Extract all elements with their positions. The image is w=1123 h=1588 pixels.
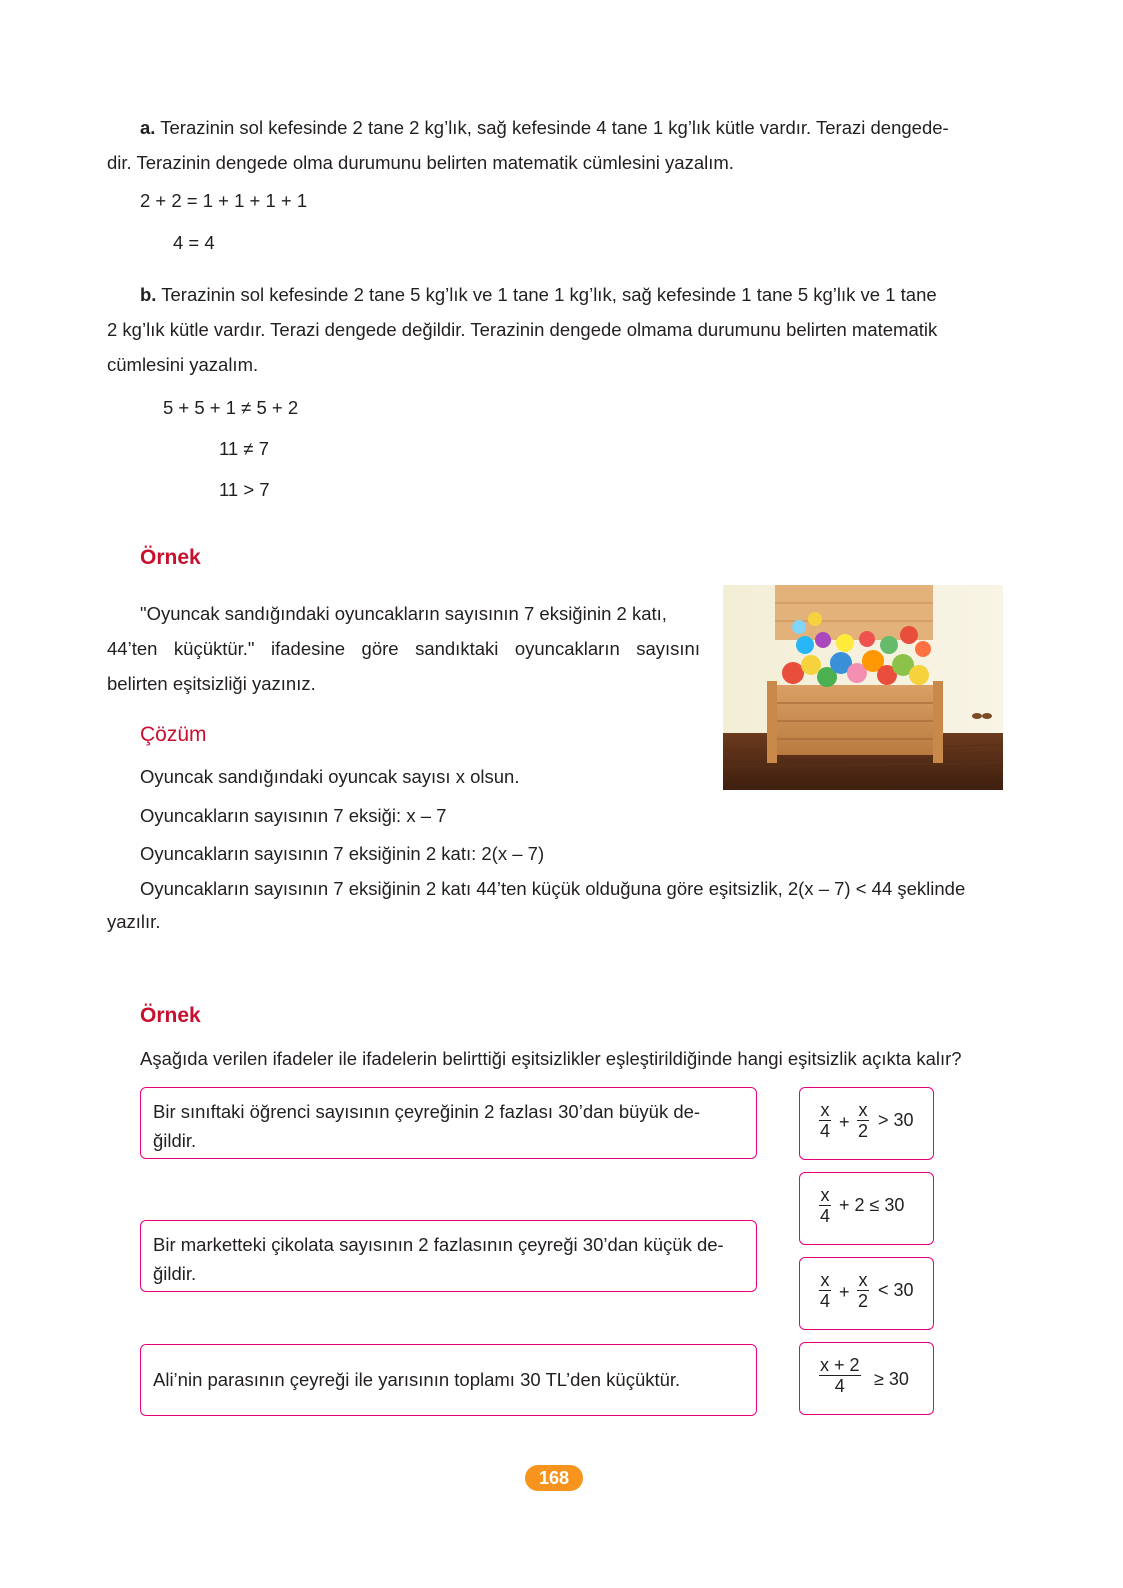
example-1-problem-line2: 44’ten küçüktür." ifadesine göre sandıktaki oyuncakların sayısını (107, 638, 700, 659)
example-1-problem-line3: belirten eşitsizliği yazınız. (107, 673, 316, 694)
example-1-heading: Örnek (140, 546, 201, 569)
example-2-heading: Örnek (140, 1004, 201, 1027)
statement-3-line1: Ali’nin parasının çeyreği ile yarısının toplamı 30 TL’den küçüktür. (153, 1369, 681, 1390)
solution-step-4-line2: yazılır. (107, 911, 161, 932)
inequality-2-fraction-1: x 4 (820, 1185, 831, 1227)
solution-step-4 (107, 872, 1003, 938)
inequality-box-3: x 4 + x 2 < 30 (799, 1257, 934, 1330)
solution-step-3: Oyuncakların sayısının 7 eksiğinin 2 katı: 2(x – 7) (140, 843, 545, 864)
example-2-question: Aşağıda verilen ifadeler ile ifadelerin belirttiği eşitsizlikler eşleştirildiğinde hangi eşitsizlik açıkta kalır? (140, 1048, 962, 1069)
solution-step-1: Oyuncak sandığındaki oyuncak sayısı x olsun. (140, 766, 520, 787)
section-b-equation-1: 5 + 5 + 1 ≠ 5 + 2 (163, 397, 299, 418)
toy-chest-photo (723, 585, 1003, 790)
statement-2-line2: ğildir. (153, 1263, 197, 1284)
section-a-equation-2: 4 = 4 (173, 232, 215, 253)
section-a-equation-1: 2 + 2 = 1 + 1 + 1 + 1 (140, 190, 308, 211)
section-a-line1: Terazinin sol kefesinde 2 tane 2 kg’lık, sağ kefesinde 4 tane 1 kg’lık kütle vardır. Terazi dengede- (160, 117, 949, 138)
inequality-4-fraction-1: x + 2 4 (820, 1355, 860, 1397)
section-b-equation-3: 11 > 7 (219, 479, 270, 500)
section-b-line3: cümlesini yazalım. (107, 354, 259, 375)
section-b-label: b. (140, 284, 157, 305)
inequality-4-rest: ≥ 30 (874, 1369, 909, 1389)
section-b-line2: 2 kg’lık kütle vardır. Terazi dengede değildir. Terazinin dengede olmama durumunu belirten matematik (107, 319, 938, 340)
inequality-3-rest: < 30 (878, 1280, 914, 1300)
statement-1-line1: Bir sınıftaki öğrenci sayısının çeyreğinin 2 fazlası 30’dan büyük de- (153, 1101, 701, 1122)
statement-box-1 (140, 1087, 757, 1159)
inequality-3-fraction-2: x 2 (858, 1270, 869, 1312)
section-b-equation-2: 11 ≠ 7 (219, 438, 269, 459)
statement-box-3 (140, 1344, 757, 1416)
solution-step-4-line1: Oyuncakların sayısının 7 eksiğinin 2 katı 44’ten küçük olduğuna göre eşitsizlik, 2(x – 7) < 44 şeklinde (140, 878, 966, 899)
inequality-1-fraction-1: x 4 (820, 1100, 831, 1142)
solution-heading: Çözüm (140, 723, 207, 746)
section-b-text (107, 277, 1003, 382)
statement-2-line1: Bir marketteki çikolata sayısının 2 fazlasının çeyreği 30’dan küçük de- (153, 1234, 724, 1255)
section-a-line2: dir. Terazinin dengede olma durumunu belirten matematik cümlesini yazalım. (107, 152, 734, 173)
inequality-box-4 (799, 1342, 934, 1415)
statement-box-2 (140, 1220, 757, 1292)
page-number-badge: 168 (525, 1465, 583, 1491)
inequality-box-2 (799, 1172, 934, 1245)
solution-step-2: Oyuncakların sayısının 7 eksiği: x – 7 (140, 805, 447, 826)
inequality-1-rest: > 30 (878, 1110, 914, 1130)
section-a-text (107, 110, 1003, 180)
section-b-line1: Terazinin sol kefesinde 2 tane 5 kg’lık ve 1 tane 1 kg’lık, sağ kefesinde 1 tane 5 kg’lık ve 1 tane (161, 284, 937, 305)
section-a-label: a. (140, 117, 156, 138)
inequality-box-1: x 4 + x 2 > 30 (799, 1087, 934, 1160)
statement-1-line2: ğildir. (153, 1130, 197, 1151)
example-1-problem-line1: "Oyuncak sandığındaki oyuncakların sayısının 7 eksiğinin 2 katı, (140, 603, 667, 624)
inequality-1-fraction-2: x 2 (858, 1100, 869, 1142)
inequality-2-rest: + 2 ≤ 30 (839, 1195, 905, 1215)
example-1-problem (107, 596, 700, 701)
inequality-3-fraction-1: x 4 (820, 1270, 831, 1312)
